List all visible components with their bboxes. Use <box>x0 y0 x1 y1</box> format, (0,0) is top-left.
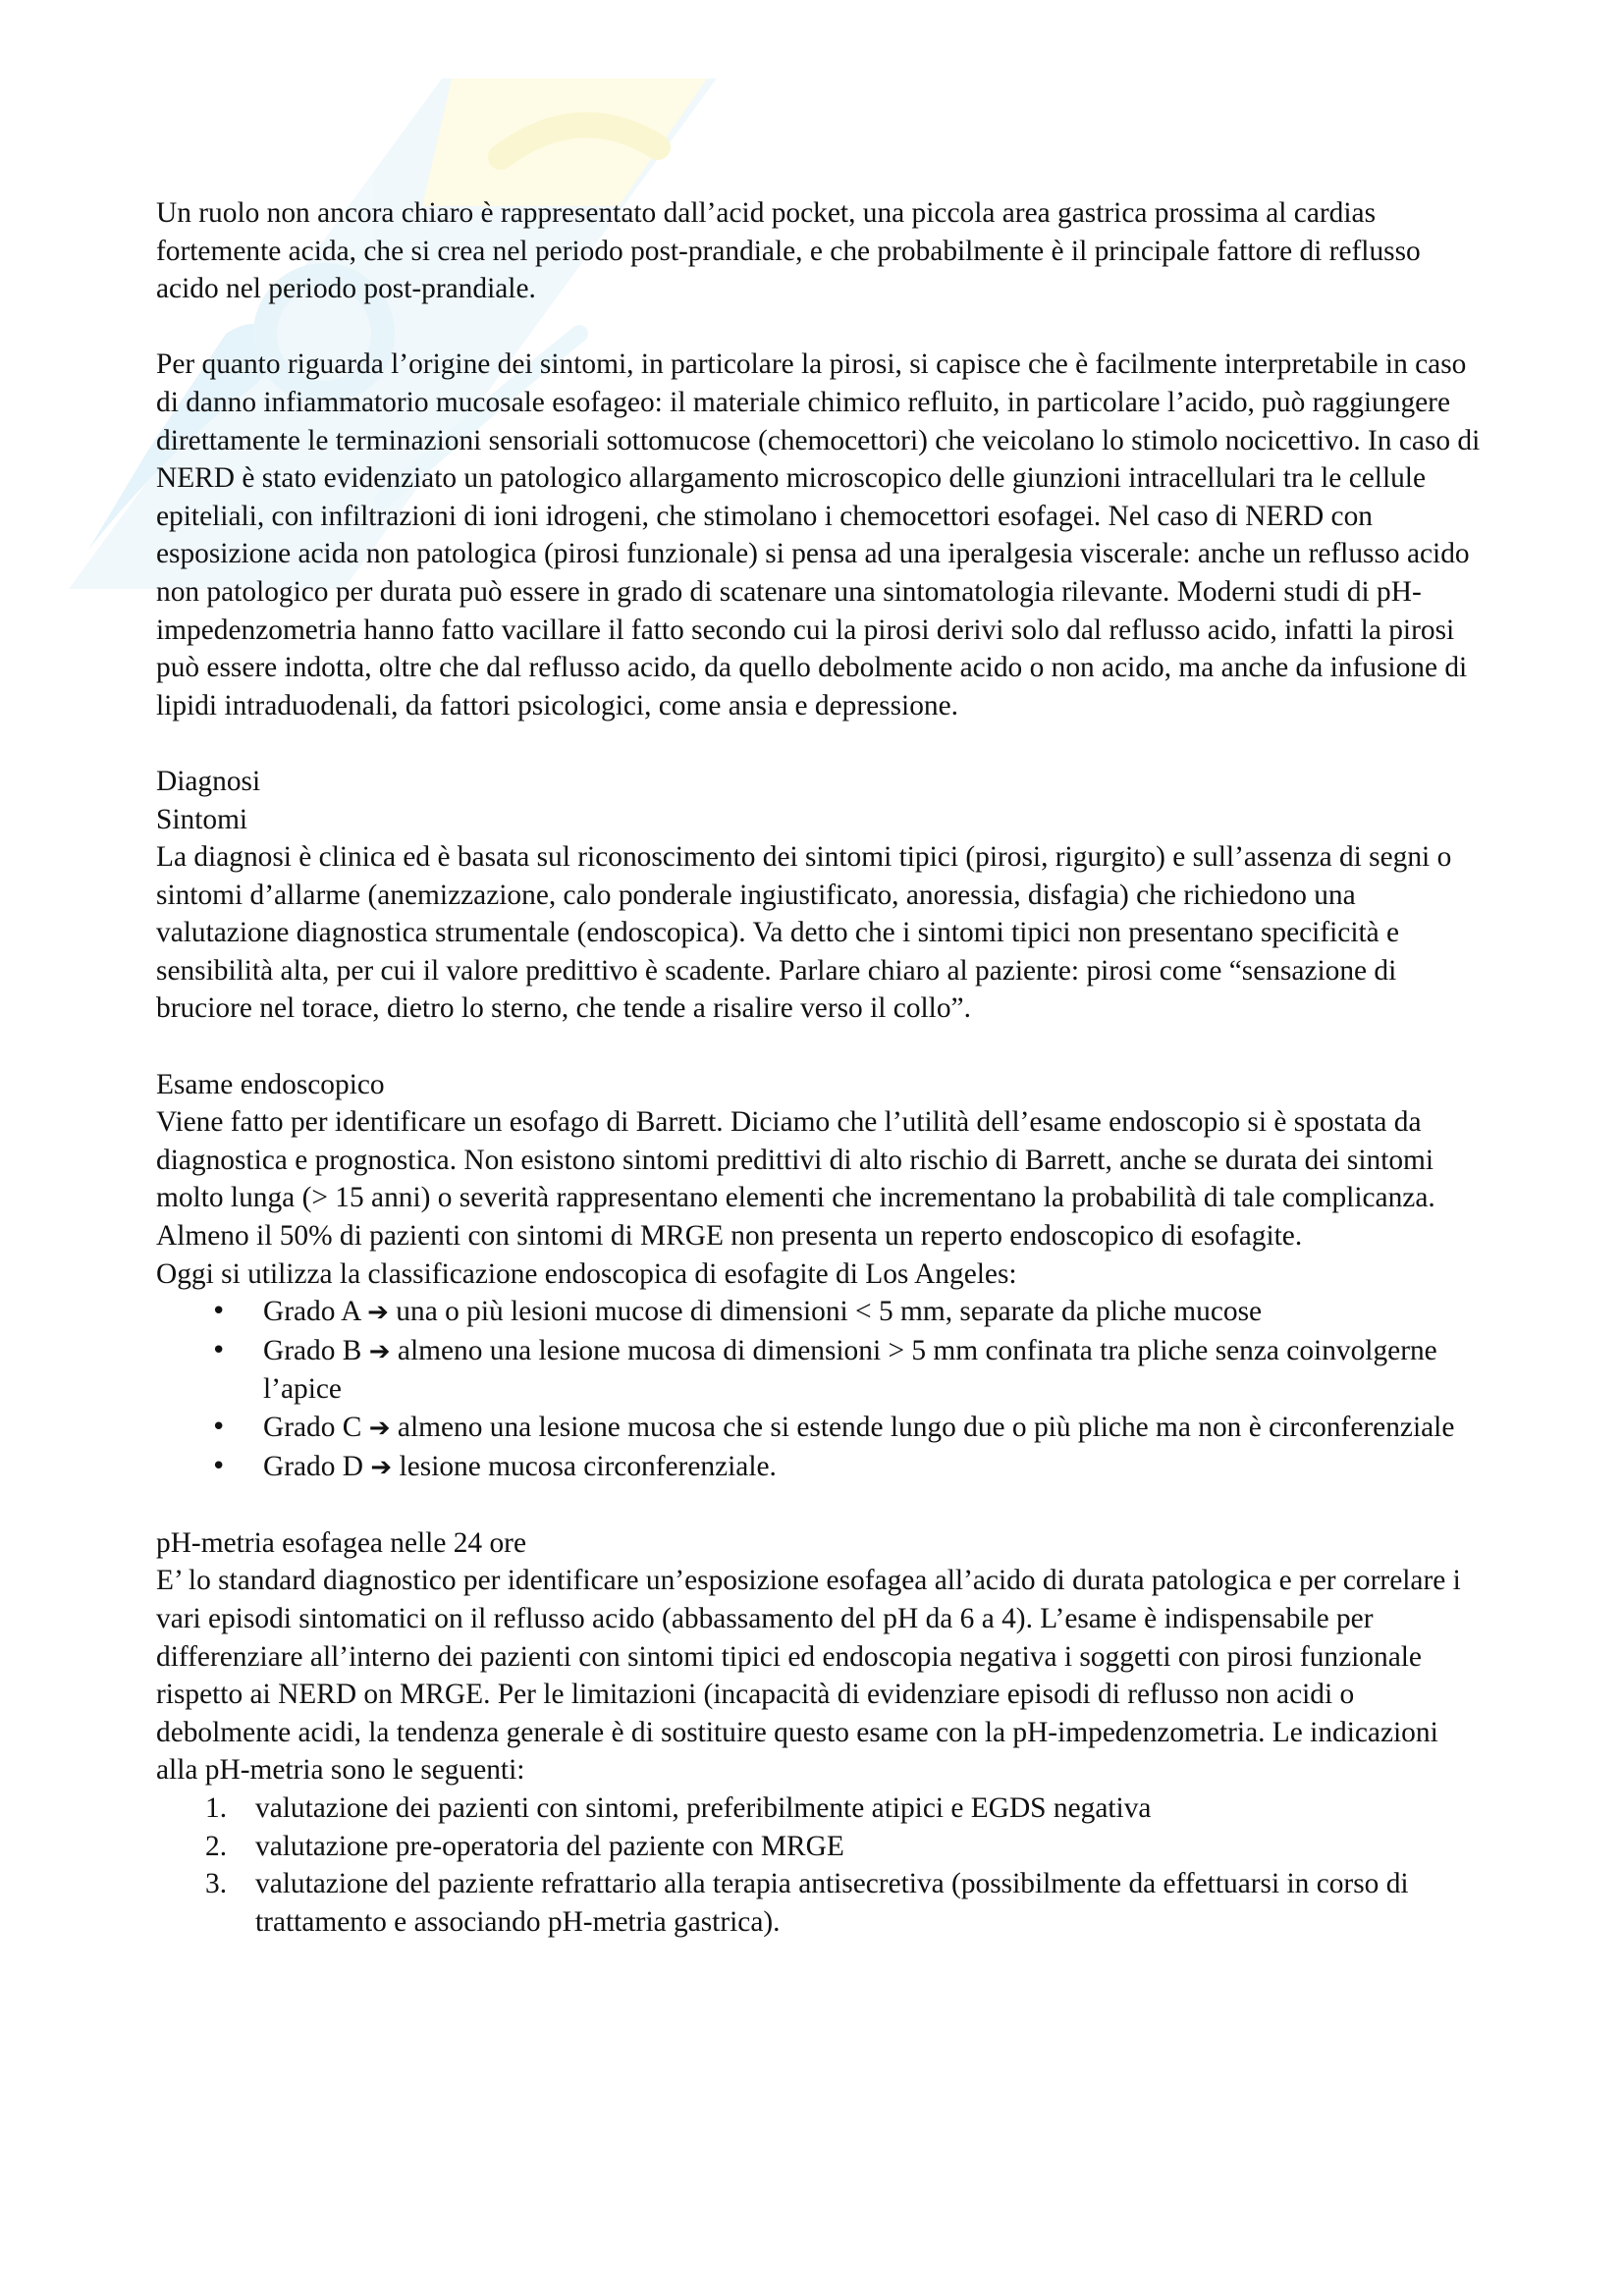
list-item-indication-3 <box>156 1865 1482 1941</box>
indication-text: valutazione dei pazienti con sintomi, preferibilmente atipici e EGDS negativa <box>255 1791 1152 1824</box>
paragraph-esame-endoscopico-3: Oggi si utilizza la classificazione endoscopica di esofagite di Los Angeles: <box>156 1257 1017 1290</box>
grade-label: Grado A <box>263 1296 360 1328</box>
paragraph-spacer <box>156 1486 1482 1524</box>
arrow-right-icon: ➔ <box>368 1414 391 1443</box>
list-number: 3. <box>205 1868 228 1900</box>
paragraph-spacer <box>156 1028 1482 1066</box>
indication-text: valutazione del paziente refrattario alla terapia antisecretiva (possibilmente da effettuarsi in corso di trattamento e associando pH-metria gastrica). <box>255 1868 1409 1938</box>
indication-text: valutazione pre-operatoria del paziente con MRGE <box>255 1830 844 1862</box>
paragraph-diagnosi: La diagnosi è clinica ed è basata sul riconoscimento dei sintomi tipici (pirosi, rigurgito) e sull’assenza di segni o sintomi d’allarme (anemizzazione, calo ponderale ingiustificato, anoressia, disfagia) che richiedono una valutazione diagnostica strumentale (endoscopica). Va detto che i sintomi tipici non presentano specificità e sensibilità alta, per cui il valore predittivo è scadente. Parlare chiaro al paziente: pirosi come “sensazione di bruciore nel torace, dietro lo sterno, che tende a risalire verso il collo”. <box>156 841 1452 1025</box>
section-heading-diagnosi: Diagnosi <box>156 765 261 797</box>
section-heading-esame-endoscopico: Esame endoscopico <box>156 1068 385 1100</box>
los-angeles-grades-list <box>156 1293 1482 1486</box>
grade-description: una o più lesioni mucose di dimensioni < 5 mm, separate da pliche mucose <box>396 1296 1263 1328</box>
paragraph-spacer <box>156 308 1482 347</box>
grade-label: Grado D <box>263 1450 364 1482</box>
grade-label: Grado B <box>263 1334 362 1366</box>
section-heading-phmetria: pH-metria esofagea nelle 24 ore <box>156 1526 526 1559</box>
paragraph-esame-endoscopico-1: Viene fatto per identificare un esofago di Barrett. Diciamo che l’utilità dell’esame endoscopio si è spostata da diagnostica e prognostica. Non esistono sintomi predittivi di alto rischio di Barrett, anche se durata dei sintomi molto lunga (> 15 anni) o severità rappresentano elementi che incrementano la probabilità di tale complicanza. <box>156 1106 1435 1214</box>
subsection-heading-sintomi: Sintomi <box>156 803 248 835</box>
grade-description: almeno una lesione mucosa di dimensioni > 5 mm confinata tra pliche senza coinvolgerne l’apice <box>263 1334 1437 1406</box>
list-number: 2. <box>205 1830 228 1862</box>
grade-label: Grado C <box>263 1412 362 1443</box>
paragraph-esame-endoscopico-2: Almeno il 50% di pazienti con sintomi di MRGE non presenta un reperto endoscopico di esofagite. <box>156 1220 1303 1253</box>
paragraph-origine-sintomi: Per quanto riguarda l’origine dei sintomi, in particolare la pirosi, si capisce che è facilmente interpretabile in caso di danno infiammatorio mucosale esofageo: il materiale chimico refluito, in particolare l’acido, può raggiungere direttamente le terminazioni sensoriali sottomucose (chemocettori) che veicolano lo stimolo nocicettivo. In caso di NERD è stato evidenziato un patologico allargamento microscopico delle giunzioni intracellulari tra le cellule epiteliali, con infiltrazioni di ioni idrogeni, che stimolano i chemocettori esofagei. Nel caso di NERD con esposizione acida non patologica (pirosi funzionale) si pensa ad una iperalgesia viscerale: anche un reflusso acido non patologico per durata può essere in grado di scatenare una sintomatologia rilevante. Moderni studi di pH-impedenzometria hanno fatto vacillare il fatto secondo cui la pirosi derivi solo dal reflusso acido, infatti la pirosi può essere indotta, oltre che dal reflusso acido, da quello debolmente acido o non acido, ma anche da infusione di lipidi intraduodenali, da fattori psicologici, come ansia e depressione. <box>156 348 1481 721</box>
phmetria-indications-list <box>156 1789 1482 1941</box>
list-item-grado-d <box>156 1448 1482 1487</box>
grade-description: almeno una lesione mucosa che si estende lungo due o più pliche ma non è circonferenziale <box>397 1412 1455 1443</box>
grade-description: lesione mucosa circonferenziale. <box>399 1450 777 1482</box>
arrow-right-icon: ➔ <box>367 1298 389 1328</box>
arrow-right-icon: ➔ <box>368 1336 391 1366</box>
list-item-indication-1 <box>156 1789 1482 1828</box>
arrow-right-icon: ➔ <box>370 1452 393 1482</box>
paragraph-phmetria: E’ lo standard diagnostico per identificare un’esposizione esofagea all’acido di durata patologica e per correlare i vari episodi sintomatici on il reflusso acido (abbassamento del pH da 6 a 4). L’esame è indispensabile per differenziare all’interno dei pazienti con sintomi tipici ed endoscopia negativa i soggetti con pirosi funzionale rispetto ai NERD on MRGE. Per le limitazioni (incapacità di evidenziare episodi di reflusso non acidi o debolmente acidi, la tendenza generale è di sostituire questo esame con la pH-impedenzometria. Le indicazioni alla pH-metria sono le seguenti: <box>156 1565 1461 1787</box>
document-page <box>156 194 1482 1941</box>
list-item-grado-a <box>156 1293 1482 1332</box>
paragraph-spacer <box>156 724 1482 763</box>
list-item-indication-2 <box>156 1828 1482 1866</box>
list-item-grado-b <box>156 1332 1482 1409</box>
list-number: 1. <box>205 1791 228 1824</box>
list-item-grado-c <box>156 1409 1482 1448</box>
paragraph-acid-pocket: Un ruolo non ancora chiaro è rappresentato dall’acid pocket, una piccola area gastrica prossima al cardias fortemente acida, che si crea nel periodo post-prandiale, e che probabilmente è il principale fattore di reflusso acido nel periodo post-prandiale. <box>156 197 1421 305</box>
